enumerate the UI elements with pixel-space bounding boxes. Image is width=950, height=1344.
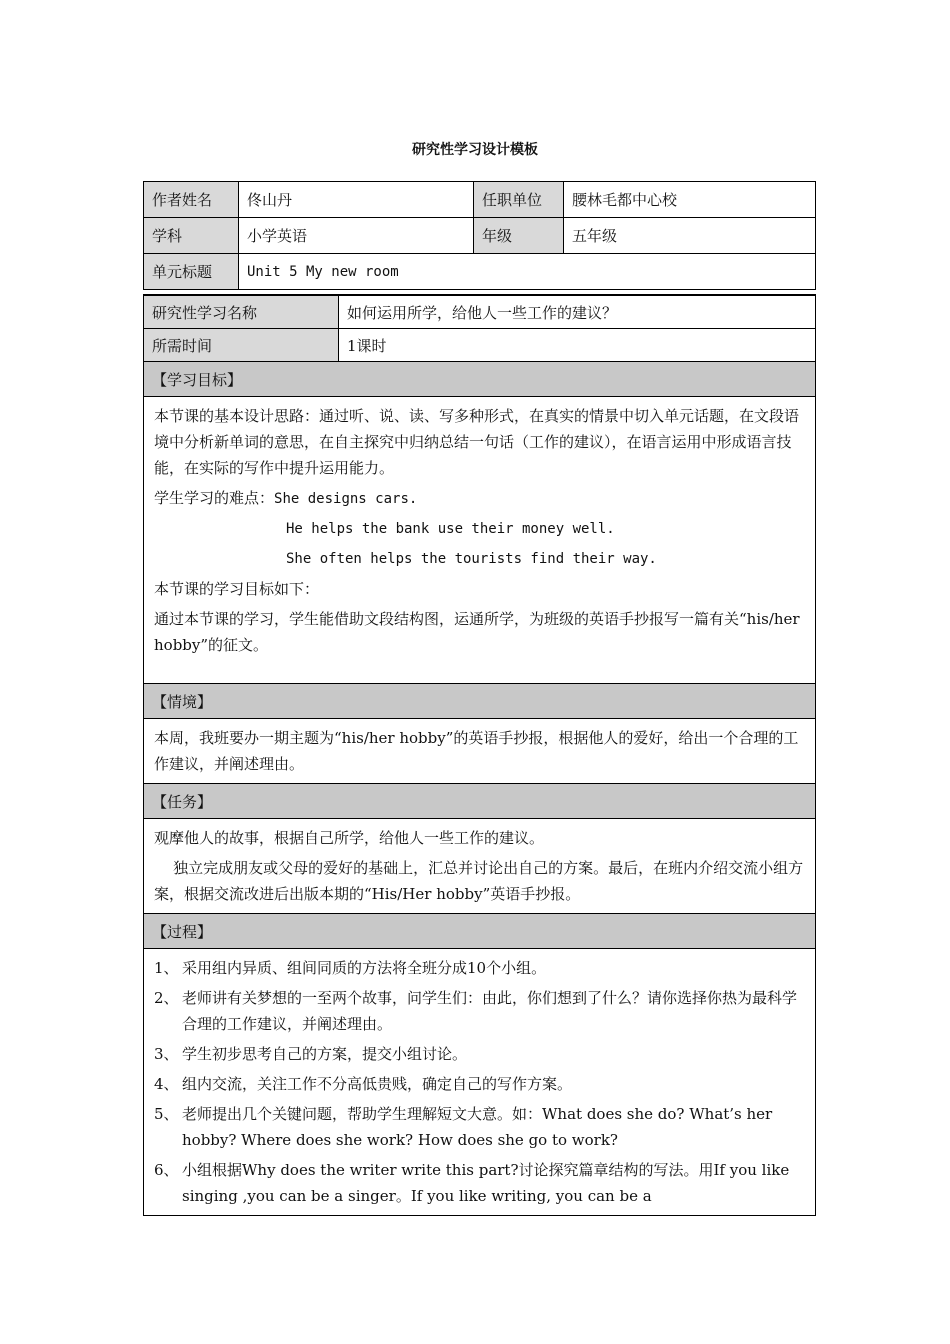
difficulty-label: 学生学习的难点： [154,489,275,507]
unit-value: 腰林毛都中心校 [564,182,816,218]
context-text: 本周，我班要办一期主题为“his/her hobby”的英语手抄报，根据他人的爱好，给出一个合理的工作建议，并阐述理由。 [144,719,816,784]
process-item: 4、 组内交流，关注工作不分高低贵贱，确定自己的写作方案。 [154,1075,573,1093]
objective-text: 通过本节课的学习，学生能借助文段结构图，运通所学，为班级的英语手抄报写一篇有关“his/her hobby”的征文。 [154,610,800,654]
subject-value: 小学英语 [239,218,474,254]
topic-value: Unit 5 My new room [239,254,816,290]
study-time-value: 1课时 [339,329,816,362]
task-text-1: 观摩他人的故事，根据自己所学，给他人一些工作的建议。 [154,829,545,847]
study-name-label: 研究性学习名称 [144,295,339,329]
author-label: 作者姓名 [144,182,239,218]
study-name-value: 如何运用所学，给他人一些工作的建议？ [339,295,816,329]
grade-label: 年级 [474,218,564,254]
goals-content [144,397,816,684]
topic-label: 单元标题 [144,254,239,290]
process-item: 6、 小组根据Why does the writer write this part?讨论探究篇章结构的写法。用If you like singing ,you can be a singer。If you like writing, you can be a [154,1161,790,1205]
process-item: 2、 老师讲有关梦想的一至两个故事，问学生们：由此，你们想到了什么？请你选择你热为最科学合理的工作建议，并阐述理由。 [154,989,798,1033]
difficulty-sentence-1: She designs cars. [274,491,418,507]
study-time-label: 所需时间 [144,329,339,362]
difficulty-sentence-2: He helps the bank use their money well. [286,521,615,537]
task-heading: 【任务】 [144,784,816,819]
process-item: 1、 采用组内异质、组间同质的方法将全班分成10个小组。 [154,959,547,977]
task-content [144,819,816,914]
process-item: 3、 学生初步思考自己的方案，提交小组讨论。 [154,1045,468,1063]
unit-label: 任职单位 [474,182,564,218]
process-heading: 【过程】 [144,914,816,949]
objective-intro: 本节课的学习目标如下： [154,580,320,598]
grade-value: 五年级 [564,218,816,254]
subject-label: 学科 [144,218,239,254]
difficulty-sentence-3: She often helps the tourists find their way. [286,551,657,567]
design-idea-text: 本节课的基本设计思路：通过听、说、读、写多种形式，在真实的情景中切入单元话题，在文段语境中分析新单词的意思，在自主探究中归纳总结一句话（工作的建议），在语言运用中形成语言技能，在实际的写作中提升运用能力。 [154,407,800,477]
process-content [144,949,816,1216]
author-value: 佟山丹 [239,182,474,218]
task-text-2: 独立完成朋友或父母的爱好的基础上，汇总并讨论出自己的方案。最后，在班内介绍交流小组方案，根据交流改进后出版本期的“His/Her hobby”英语手抄报。 [154,859,804,903]
header-info-table [143,181,816,290]
document-title: 研究性学习设计模板 [412,142,538,158]
process-item: 5、 老师提出几个关键问题，帮助学生理解短文大意。如：What does she do? What’s her hobby? Where does she work? How does she go to work? [154,1105,773,1149]
study-design-table [143,294,816,1216]
context-heading: 【情境】 [144,684,816,719]
goals-heading: 【学习目标】 [144,362,816,397]
